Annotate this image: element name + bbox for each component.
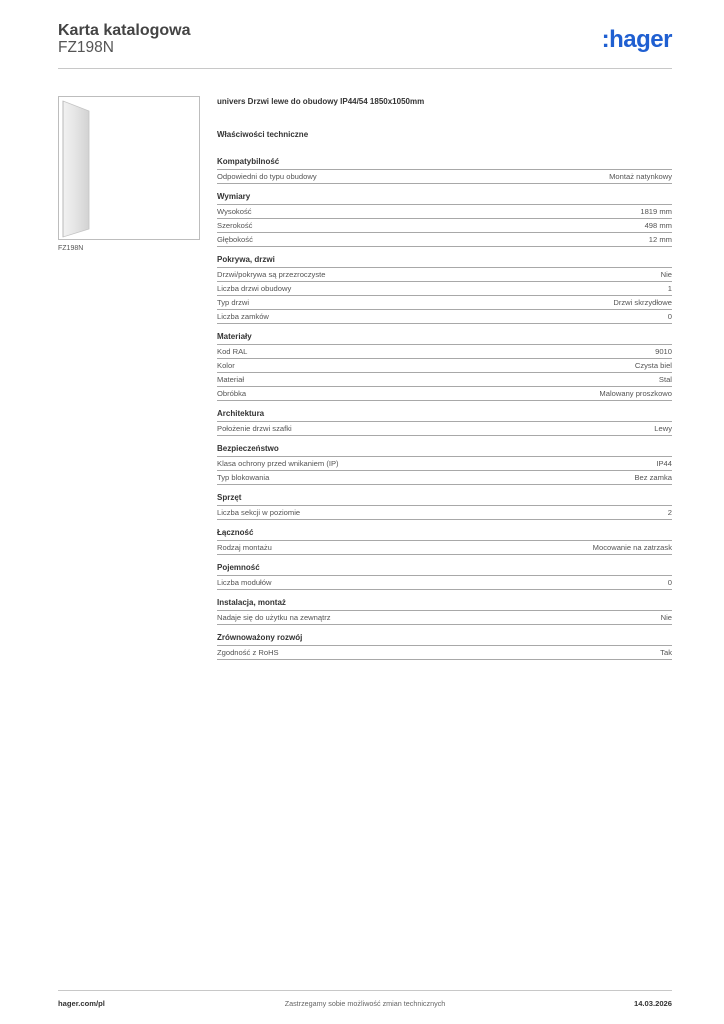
spec-section bbox=[217, 562, 672, 590]
spec-row bbox=[217, 422, 672, 436]
section-title: Instalacja, montaż bbox=[217, 597, 672, 611]
spec-row bbox=[217, 457, 672, 471]
spec-value: Tak bbox=[660, 648, 672, 657]
spec-section bbox=[217, 492, 672, 520]
section-title: Wymiary bbox=[217, 191, 672, 205]
spec-row bbox=[217, 219, 672, 233]
spec-sections bbox=[217, 156, 672, 660]
page-header bbox=[58, 22, 672, 69]
spec-label: Rodzaj montażu bbox=[217, 543, 272, 552]
spec-label: Obróbka bbox=[217, 389, 247, 398]
spec-row bbox=[217, 373, 672, 387]
spec-value: Mocowanie na zatrzask bbox=[592, 543, 672, 552]
spec-label: Typ blokowania bbox=[217, 473, 270, 482]
spec-row bbox=[217, 471, 672, 485]
spec-value: Stal bbox=[658, 375, 672, 384]
footer-website: hager.com/pl bbox=[58, 999, 105, 1008]
spec-section bbox=[217, 632, 672, 660]
spec-label: Klasa ochrony przed wnikaniem (IP) bbox=[217, 459, 339, 468]
product-name: univers Drzwi lewe do obudowy IP44/54 1850x1050mm bbox=[217, 97, 425, 106]
spec-row bbox=[217, 359, 672, 373]
spec-row bbox=[217, 611, 672, 625]
section-title: Pokrywa, drzwi bbox=[217, 254, 672, 268]
spec-label: Liczba drzwi obudowy bbox=[217, 284, 292, 293]
product-image bbox=[58, 96, 200, 240]
section-title: Bezpieczeństwo bbox=[217, 443, 672, 457]
spec-value: 1819 mm bbox=[640, 207, 672, 216]
spec-row bbox=[217, 282, 672, 296]
spec-label: Głębokość bbox=[217, 235, 253, 244]
hager-logo: :hager bbox=[601, 26, 672, 53]
section-title: Pojemność bbox=[217, 562, 672, 576]
spec-value: 12 mm bbox=[648, 235, 672, 244]
spec-value: Nie bbox=[660, 613, 672, 622]
spec-label: Liczba modułów bbox=[217, 578, 272, 587]
spec-row bbox=[217, 170, 672, 184]
spec-value: 0 bbox=[667, 578, 672, 587]
section-title: Materiały bbox=[217, 331, 672, 345]
spec-section bbox=[217, 254, 672, 324]
spec-label: Typ drzwi bbox=[217, 298, 250, 307]
spec-section bbox=[217, 156, 672, 184]
spec-row bbox=[217, 345, 672, 359]
spec-value: 2 bbox=[667, 508, 672, 517]
spec-value: Montaż natynkowy bbox=[609, 172, 672, 181]
spec-label: Liczba zamków bbox=[217, 312, 269, 321]
door-panel-illustration bbox=[59, 97, 199, 239]
section-title: Łączność bbox=[217, 527, 672, 541]
spec-value: Bez zamka bbox=[634, 473, 672, 482]
spec-label: Zgodność z RoHS bbox=[217, 648, 279, 657]
image-caption: FZ198N bbox=[58, 245, 84, 252]
spec-value: Czysta biel bbox=[634, 361, 672, 370]
document-title: Karta katalogowa bbox=[58, 22, 191, 39]
spec-section bbox=[217, 443, 672, 485]
spec-label: Kod RAL bbox=[217, 347, 248, 356]
spec-value: Nie bbox=[660, 270, 672, 279]
spec-section bbox=[217, 408, 672, 436]
section-title: Sprzęt bbox=[217, 492, 672, 506]
spec-label: Drzwi/pokrywa są przezroczyste bbox=[217, 270, 326, 279]
spec-row bbox=[217, 233, 672, 247]
spec-label: Wysokość bbox=[217, 207, 252, 216]
spec-section bbox=[217, 597, 672, 625]
spec-label: Materiał bbox=[217, 375, 245, 384]
footer-disclaimer: Zastrzegamy sobie możliwość zmian technicznych bbox=[284, 999, 446, 1008]
spec-section bbox=[217, 191, 672, 247]
spec-row bbox=[217, 387, 672, 401]
spec-section bbox=[217, 527, 672, 555]
product-details bbox=[217, 96, 672, 667]
spec-row bbox=[217, 506, 672, 520]
spec-value: Lewy bbox=[654, 424, 672, 433]
spec-row bbox=[217, 576, 672, 590]
spec-value: 1 bbox=[667, 284, 672, 293]
spec-label: Kolor bbox=[217, 361, 235, 370]
document-subtitle: FZ198N bbox=[58, 39, 114, 56]
page-footer bbox=[58, 990, 672, 1011]
spec-row bbox=[217, 541, 672, 555]
spec-row bbox=[217, 268, 672, 282]
section-title: Architektura bbox=[217, 408, 672, 422]
spec-row bbox=[217, 205, 672, 219]
spec-value: Malowany proszkowo bbox=[599, 389, 672, 398]
section-title: Zrównoważony rozwój bbox=[217, 632, 672, 646]
spec-label: Nadaje się do użytku na zewnątrz bbox=[217, 613, 331, 622]
technical-properties-heading: Właściwości techniczne bbox=[217, 130, 309, 139]
spec-row bbox=[217, 646, 672, 660]
footer-date: 14.03.2026 bbox=[633, 999, 672, 1008]
spec-row bbox=[217, 296, 672, 310]
spec-label: Odpowiedni do typu obudowy bbox=[217, 172, 317, 181]
spec-value: 0 bbox=[667, 312, 672, 321]
spec-label: Położenie drzwi szafki bbox=[217, 424, 292, 433]
spec-section bbox=[217, 331, 672, 401]
section-title: Kompatybilność bbox=[217, 156, 672, 170]
spec-value: Drzwi skrzydłowe bbox=[613, 298, 672, 307]
spec-label: Szerokość bbox=[217, 221, 253, 230]
spec-label: Liczba sekcji w poziomie bbox=[217, 508, 301, 517]
spec-value: 498 mm bbox=[644, 221, 672, 230]
spec-row bbox=[217, 310, 672, 324]
spec-value: IP44 bbox=[656, 459, 672, 468]
spec-value: 9010 bbox=[655, 347, 672, 356]
